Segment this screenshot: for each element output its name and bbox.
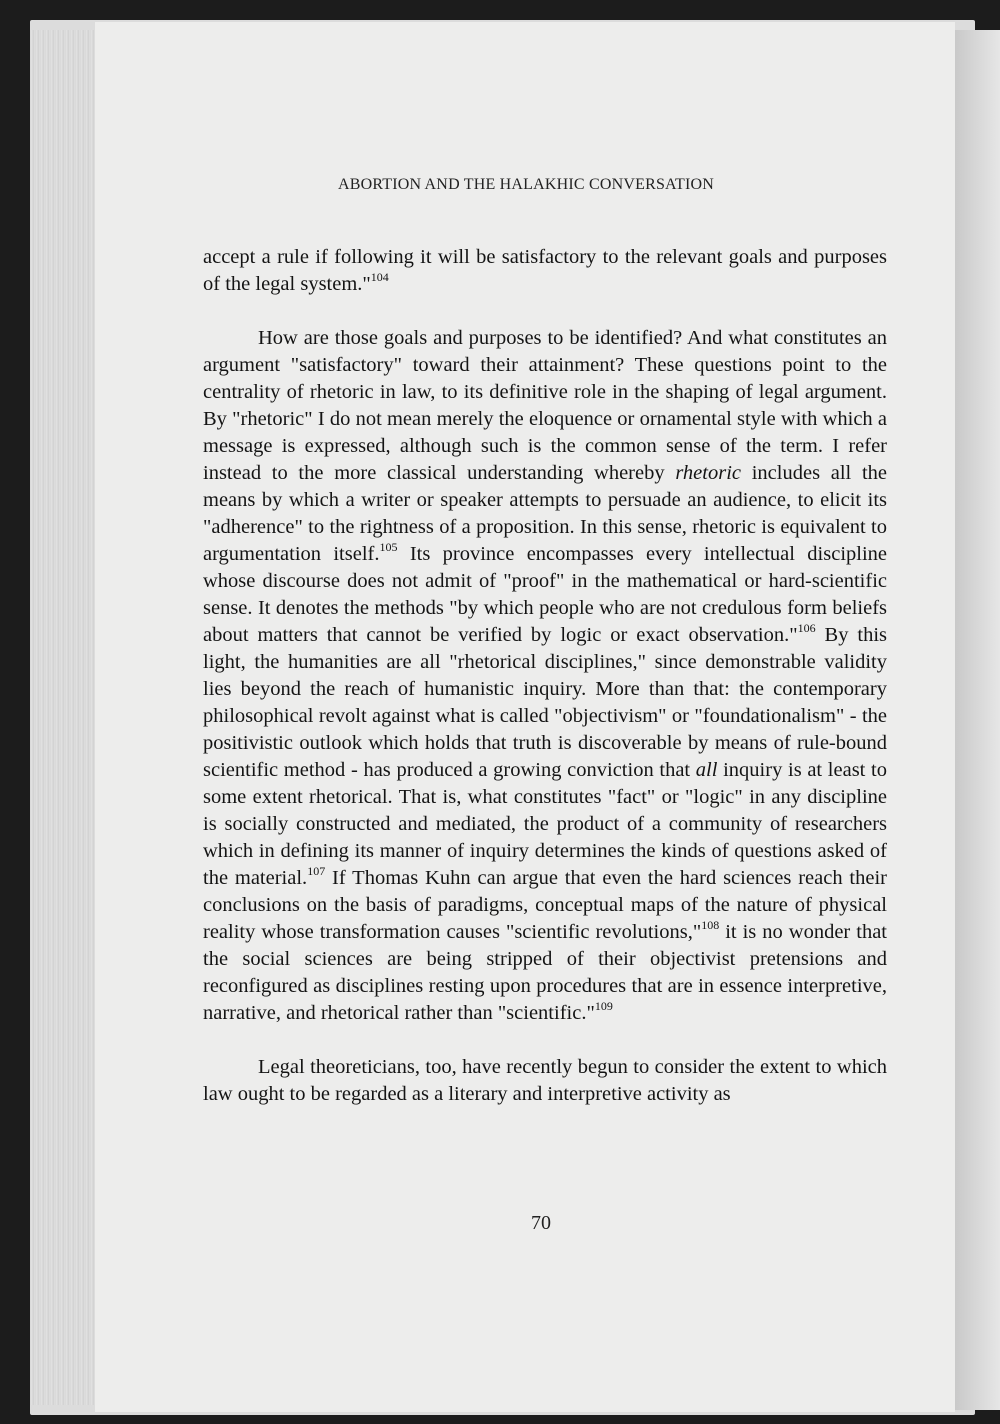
text-span: If Thomas Kuhn can argue that even the hard sciences reach their conclusions on the basis of paradigms, conceptual maps of the nature of physical reality whose transformation causes "scientific revolutions," <box>203 867 887 943</box>
footnote-ref-105[interactable]: 105 <box>379 540 398 554</box>
page-number: 70 <box>531 1212 551 1234</box>
text-span: How are those goals and purposes to be identified? And what constitutes an argument "satisfactory" toward their attainment? These questions point to the centrality of rhetoric in law, to its definitive role in the shaping of legal argument. By "rhetoric" I do not mean merely the eloquence or ornamental style with which a message is expressed, although such is the common sense of the term. I refer instead to the more classical understanding whereby <box>203 327 887 484</box>
text-span: accept a rule if following it will be satisfactory to the relevant goals and purposes of the legal system." <box>203 246 887 295</box>
footnote-ref-106[interactable]: 106 <box>797 621 816 635</box>
text-span: Legal theoreticians, too, have recently begun to consider the extent to which law ought to be regarded as a literary and interpretive activity as <box>203 1056 887 1105</box>
text-span: Its province encompasses every intellectual discipline whose discourse does not admit of "proof" in the mathematical or hard-scientific sense. It denotes the methods "by which people who are not credulous form beliefs about matters that cannot be verified by logic or exact observation." <box>203 543 887 646</box>
facing-page-edge <box>955 30 1000 1410</box>
footnote-ref-107[interactable]: 107 <box>307 864 326 878</box>
book-page <box>95 22 955 1412</box>
italic-rhetoric: rhetoric <box>675 462 742 484</box>
footnote-ref-104[interactable]: 104 <box>370 270 389 284</box>
footnote-ref-108[interactable]: 108 <box>701 918 720 932</box>
italic-all: all <box>695 759 718 781</box>
running-head: ABORTION AND THE HALAKHIC CONVERSATION <box>337 176 715 193</box>
paragraph-3 <box>203 1054 887 1108</box>
paragraph-1 <box>203 244 887 298</box>
body-text <box>203 244 887 1108</box>
paragraph-2 <box>203 325 887 1027</box>
text-span: includes all the means by which a writer or speaker attempts to persuade an audience, to elicit its "adherence" to the rightness of a proposition. In this sense, rhetoric is equivalent to argumentation itself. <box>203 462 887 565</box>
page-edges <box>30 30 100 1405</box>
text-span: it is no wonder that the social sciences are being stripped of their objectivist pretensions and reconfigured as disciplines resting upon procedures that are in essence interpretive, narrative, and rhetorical rather than "scientific." <box>203 921 887 1024</box>
text-span: inquiry is at least to some extent rhetorical. That is, what constitutes "fact" or "logic" in any discipline is socially constructed and mediated, the product of a community of researchers which in defining its manner of inquiry determines the kinds of questions asked of the material. <box>203 759 887 889</box>
text-span: By this light, the humanities are all "rhetorical disciplines," since demonstrable validity lies beyond the reach of humanistic inquiry. More than that: the contemporary philosophical revolt against what is called "objectivism" or "foundationalism" - the positivistic outlook which holds that truth is discoverable by means of rule-bound scientific method - has produced a growing conviction that <box>203 624 887 781</box>
footnote-ref-109[interactable]: 109 <box>594 999 613 1013</box>
